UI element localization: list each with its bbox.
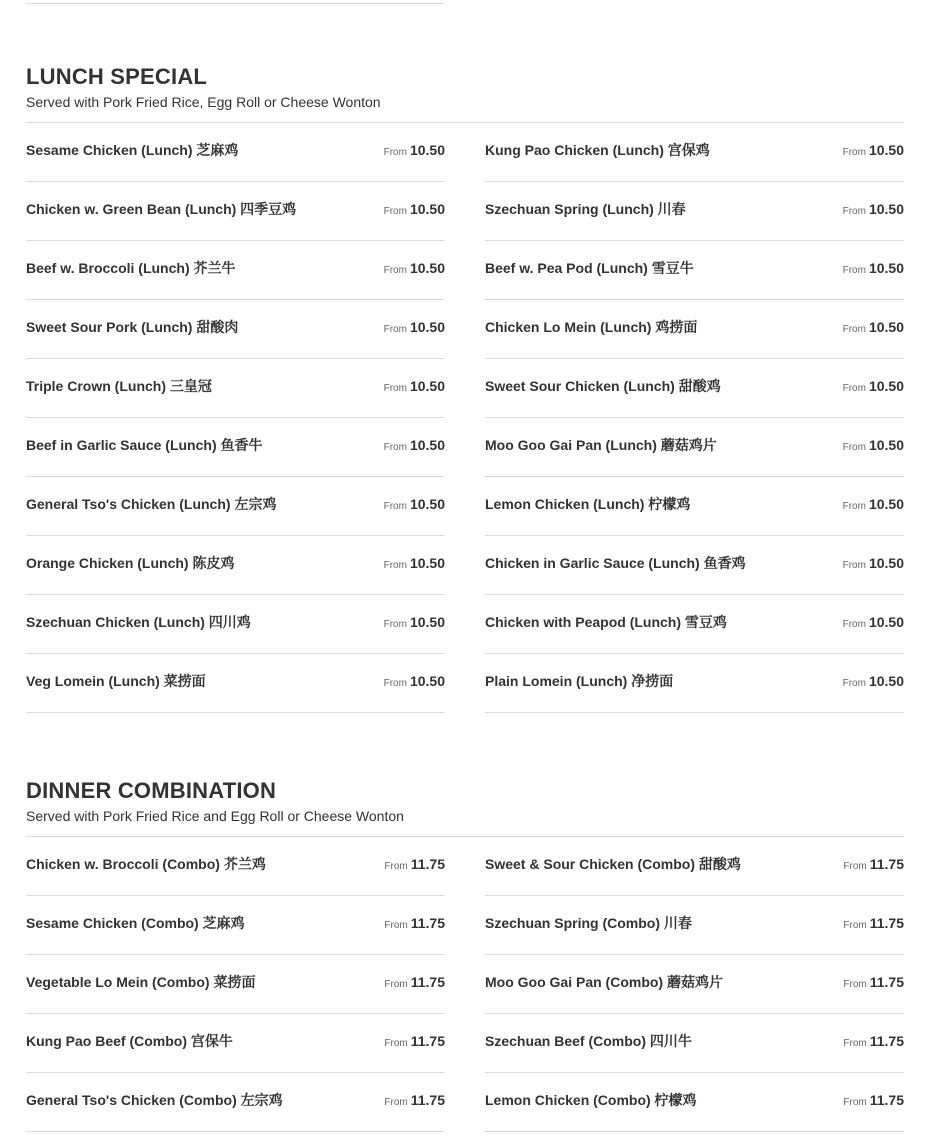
menu-item-name: Veg Lomein (Lunch) 菜捞面	[26, 673, 206, 689]
menu-item[interactable]	[485, 477, 904, 536]
menu-item-price	[843, 555, 904, 574]
price-amount: 10.50	[409, 437, 445, 453]
menu-item[interactable]	[485, 418, 904, 477]
price-amount: 10.50	[868, 555, 904, 571]
price-from-label: From	[842, 501, 866, 512]
price-from-label: From	[384, 1038, 408, 1049]
menu-item-name: Beef w. Broccoli (Lunch) 芥兰牛	[26, 260, 236, 276]
menu-item-name: Lemon Chicken (Lunch) 柠檬鸡	[485, 496, 691, 512]
menu-item-name: Moo Goo Gai Pan (Combo) 蘑菇鸡片	[485, 974, 723, 990]
section-lunch-special	[26, 64, 904, 713]
menu-item[interactable]	[26, 595, 445, 654]
menu-item-price	[843, 673, 904, 692]
menu-item-name: Orange Chicken (Lunch) 陈皮鸡	[26, 555, 235, 571]
menu-item[interactable]	[26, 1014, 445, 1073]
menu-item[interactable]	[485, 123, 904, 182]
price-from-label: From	[383, 442, 407, 453]
price-from-label: From	[842, 442, 866, 453]
menu-item-name: Sesame Chicken (Lunch) 芝麻鸡	[26, 142, 239, 158]
menu-item-price	[384, 974, 445, 993]
menu-item[interactable]	[26, 300, 445, 359]
previous-section-end-divider	[26, 3, 904, 4]
menu-item[interactable]	[485, 536, 904, 595]
menu-item-name: Chicken w. Broccoli (Combo) 芥兰鸡	[26, 856, 266, 872]
menu-items-grid	[26, 837, 904, 1132]
price-from-label: From	[843, 1038, 867, 1049]
price-from-label: From	[383, 619, 407, 630]
menu-item[interactable]	[26, 536, 445, 595]
menu-item-price	[843, 378, 904, 397]
price-amount: 10.50	[409, 201, 445, 217]
price-amount: 10.50	[868, 201, 904, 217]
menu-item-price	[384, 201, 445, 220]
menu-item[interactable]	[26, 654, 445, 713]
menu-item-price	[384, 1033, 445, 1052]
menu-item-name: Szechuan Beef (Combo) 四川牛	[485, 1033, 692, 1049]
menu-item-price	[843, 319, 904, 338]
price-from-label: From	[384, 920, 408, 931]
menu-item[interactable]	[485, 300, 904, 359]
price-amount: 11.75	[869, 974, 904, 990]
menu-item-name: Kung Pao Chicken (Lunch) 宫保鸡	[485, 142, 710, 158]
menu-item-price	[843, 915, 904, 934]
menu-item-name: Chicken with Peapod (Lunch) 雪豆鸡	[485, 614, 727, 630]
price-amount: 11.75	[410, 1033, 445, 1049]
price-amount: 10.50	[409, 378, 445, 394]
menu-item-price	[843, 142, 904, 161]
price-from-label: From	[384, 1097, 408, 1108]
menu-item-price	[384, 555, 445, 574]
price-from-label: From	[842, 206, 866, 217]
price-from-label: From	[383, 324, 407, 335]
price-amount: 11.75	[410, 974, 445, 990]
menu-item[interactable]	[26, 477, 445, 536]
menu-item-price	[384, 319, 445, 338]
price-amount: 11.75	[869, 1092, 904, 1108]
section-title: LUNCH SPECIAL	[26, 64, 208, 89]
menu-item-price	[843, 974, 904, 993]
section-subtitle: Served with Pork Fried Rice, Egg Roll or Cheese Wonton	[26, 94, 381, 110]
price-from-label: From	[383, 678, 407, 689]
menu-item[interactable]	[485, 1073, 904, 1132]
price-from-label: From	[384, 861, 408, 872]
price-amount: 10.50	[868, 378, 904, 394]
price-from-label: From	[383, 265, 407, 276]
menu-item-price	[384, 915, 445, 934]
menu-item-name: Plain Lomein (Lunch) 净捞面	[485, 673, 674, 689]
menu-item-price	[843, 201, 904, 220]
menu-item-name: General Tso's Chicken (Lunch) 左宗鸡	[26, 496, 277, 512]
price-from-label: From	[383, 501, 407, 512]
price-amount: 10.50	[409, 142, 445, 158]
menu-item-name: Szechuan Spring (Lunch) 川春	[485, 201, 686, 217]
price-from-label: From	[842, 265, 866, 276]
section-title: DINNER COMBINATION	[26, 778, 277, 803]
section-dinner-combination	[26, 778, 904, 1132]
menu-item[interactable]	[26, 955, 445, 1014]
menu-item-name: Sweet & Sour Chicken (Combo) 甜酸鸡	[485, 856, 741, 872]
price-from-label: From	[842, 560, 866, 571]
menu-item-price	[384, 1092, 445, 1111]
price-from-label: From	[843, 861, 867, 872]
section-subtitle: Served with Pork Fried Rice and Egg Roll or Cheese Wonton	[26, 808, 404, 824]
price-amount: 10.50	[409, 496, 445, 512]
menu-item-name: Triple Crown (Lunch) 三皇冠	[26, 378, 212, 394]
menu-item-name: General Tso's Chicken (Combo) 左宗鸡	[26, 1092, 283, 1108]
menu-item[interactable]	[26, 1073, 445, 1132]
menu-item-name: Chicken in Garlic Sauce (Lunch) 鱼香鸡	[485, 555, 746, 571]
menu-item-name: Beef w. Pea Pod (Lunch) 雪豆牛	[485, 260, 694, 276]
menu-item[interactable]	[485, 955, 904, 1014]
price-amount: 10.50	[409, 614, 445, 630]
menu-item-name: Vegetable Lo Mein (Combo) 菜捞面	[26, 974, 256, 990]
menu-item-price	[843, 260, 904, 279]
menu-item-price	[384, 496, 445, 515]
menu-item[interactable]	[26, 182, 445, 241]
price-amount: 10.50	[409, 555, 445, 571]
menu-item-price	[843, 614, 904, 633]
menu-item-price	[384, 614, 445, 633]
menu-item-price	[843, 856, 904, 875]
price-amount: 10.50	[868, 614, 904, 630]
price-from-label: From	[384, 979, 408, 990]
price-amount: 11.75	[869, 1033, 904, 1049]
menu-item-price	[384, 437, 445, 456]
menu-item[interactable]	[26, 418, 445, 477]
menu-item[interactable]	[485, 595, 904, 654]
menu-item-name: Moo Goo Gai Pan (Lunch) 蘑菇鸡片	[485, 437, 717, 453]
price-from-label: From	[842, 324, 866, 335]
menu-item-name: Chicken w. Green Bean (Lunch) 四季豆鸡	[26, 201, 297, 217]
price-from-label: From	[842, 147, 866, 158]
menu-item-price	[384, 378, 445, 397]
menu-item[interactable]	[26, 241, 445, 300]
price-amount: 11.75	[869, 856, 904, 872]
menu-item-price	[843, 496, 904, 515]
menu-item[interactable]	[485, 182, 904, 241]
menu-item-name: Chicken Lo Mein (Lunch) 鸡捞面	[485, 319, 698, 335]
price-from-label: From	[842, 383, 866, 394]
price-amount: 11.75	[410, 1092, 445, 1108]
menu-item[interactable]	[485, 896, 904, 955]
menu-items-grid	[26, 123, 904, 713]
price-amount: 11.75	[869, 915, 904, 931]
menu-item-name: Sweet Sour Pork (Lunch) 甜酸肉	[26, 319, 239, 335]
price-from-label: From	[383, 383, 407, 394]
menu-item-name: Kung Pao Beef (Combo) 宫保牛	[26, 1033, 233, 1049]
menu-item[interactable]	[26, 837, 445, 896]
price-from-label: From	[842, 619, 866, 630]
menu-item[interactable]	[485, 241, 904, 300]
menu-item-price	[843, 1092, 904, 1111]
menu-item-name: Sesame Chicken (Combo) 芝麻鸡	[26, 915, 245, 931]
menu-item-price	[384, 856, 445, 875]
price-amount: 10.50	[868, 142, 904, 158]
menu-item-price	[843, 437, 904, 456]
price-amount: 10.50	[868, 319, 904, 335]
price-amount: 10.50	[409, 673, 445, 689]
price-amount: 10.50	[868, 260, 904, 276]
price-from-label: From	[843, 920, 867, 931]
menu-item-name: Szechuan Chicken (Lunch) 四川鸡	[26, 614, 251, 630]
menu-item[interactable]	[485, 359, 904, 418]
menu-item-name: Beef in Garlic Sauce (Lunch) 鱼香牛	[26, 437, 263, 453]
menu-item-price	[384, 673, 445, 692]
price-from-label: From	[383, 147, 407, 158]
menu-item[interactable]	[26, 359, 445, 418]
price-amount: 10.50	[868, 437, 904, 453]
price-from-label: From	[383, 206, 407, 217]
price-amount: 10.50	[868, 496, 904, 512]
menu-item[interactable]	[26, 896, 445, 955]
price-amount: 11.75	[410, 856, 445, 872]
menu-item[interactable]	[26, 123, 445, 182]
menu-item-name: Lemon Chicken (Combo) 柠檬鸡	[485, 1092, 697, 1108]
menu-item[interactable]	[485, 837, 904, 896]
menu-item[interactable]	[485, 1014, 904, 1073]
menu-item-price	[843, 1033, 904, 1052]
price-from-label: From	[843, 979, 867, 990]
price-amount: 10.50	[409, 260, 445, 276]
menu-item-name: Sweet Sour Chicken (Lunch) 甜酸鸡	[485, 378, 721, 394]
divider	[26, 3, 445, 4]
price-amount: 10.50	[409, 319, 445, 335]
price-amount: 10.50	[868, 673, 904, 689]
menu-item-price	[384, 142, 445, 161]
price-from-label: From	[842, 678, 866, 689]
menu-item[interactable]	[485, 654, 904, 713]
price-from-label: From	[383, 560, 407, 571]
price-amount: 11.75	[410, 915, 445, 931]
menu-item-name: Szechuan Spring (Combo) 川春	[485, 915, 692, 931]
menu-item-price	[384, 260, 445, 279]
price-from-label: From	[843, 1097, 867, 1108]
